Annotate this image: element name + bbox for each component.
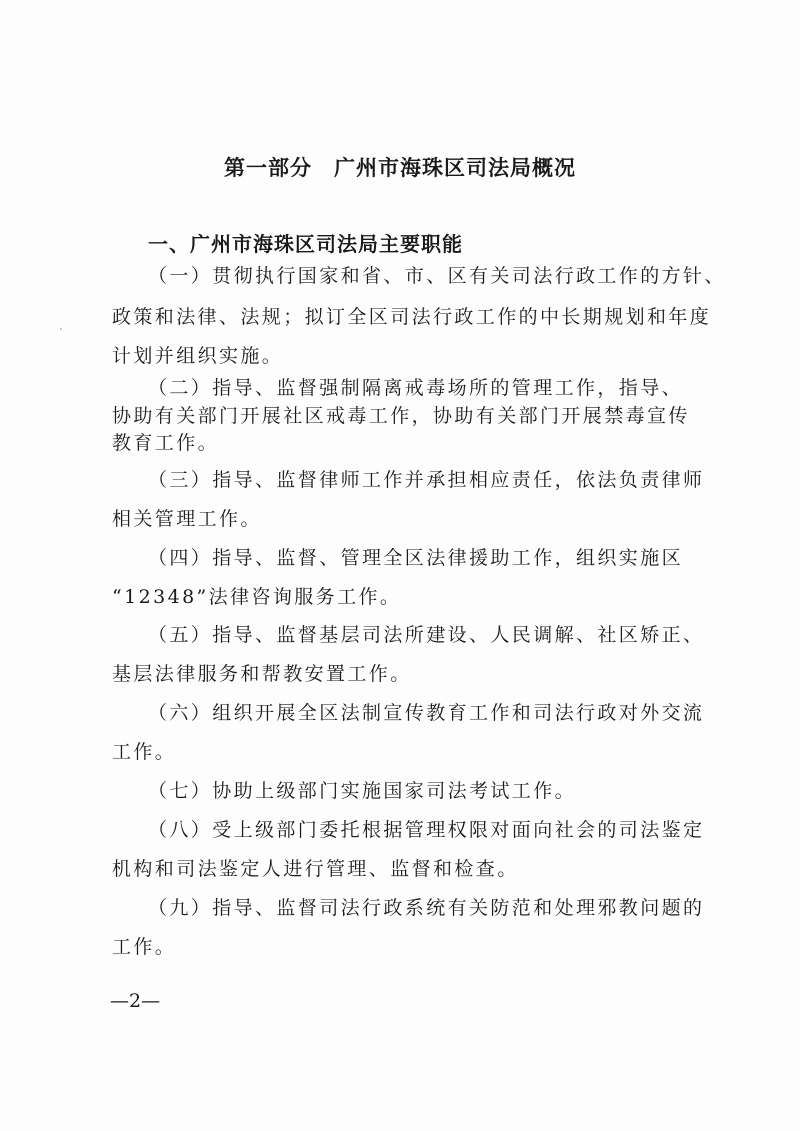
duty-2-line-1: （二）指导、监督强制隔离戒毒场所的管理工作，指导、: [148, 377, 684, 399]
part-title: 第一部分 广州市海珠区司法局概况: [224, 156, 576, 180]
duty-3-line-2: 相关管理工作。: [112, 508, 262, 530]
section-heading: 一、广州市海珠区司法局主要职能: [148, 232, 463, 256]
duty-8-line-1: （八）受上级部门委托根据管理权限对面向社会的司法鉴定: [148, 819, 705, 841]
duty-5-line-2: 基层法律服务和帮教安置工作。: [112, 663, 412, 685]
duty-5-line-1: （五）指导、监督基层司法所建设、人民调解、社区矫正、: [148, 624, 705, 646]
duty-4-line-2: “12348”法律咨询服务工作。: [112, 586, 402, 608]
duty-9-line-1: （九）指导、监督司法行政系统有关防范和处理邪教问题的: [148, 897, 705, 919]
duty-6-line-2: 工作。: [112, 741, 177, 763]
duty-1-line-2: 政策和法律、法规；拟订全区司法行政工作的中长期规划和年度: [112, 306, 712, 328]
page-number: —2—: [110, 990, 161, 1012]
duty-2-line-3: 教育工作。: [112, 432, 220, 454]
duty-1-line-3: 计划并组织实施。: [112, 345, 284, 367]
scan-speck: [60, 328, 62, 330]
duty-6-line-1: （六）组织开展全区法制宣传教育工作和司法行政对外交流: [148, 702, 705, 724]
duty-3-line-1: （三）指导、监督律师工作并承担相应责任，依法负责律师: [148, 469, 705, 491]
duty-8-line-2: 机构和司法鉴定人进行管理、监督和检查。: [112, 858, 519, 880]
duty-9-line-2: 工作。: [112, 936, 177, 958]
duty-2-line-2: 协助有关部门开展社区戒毒工作，协助有关部门开展禁毒宣传: [112, 405, 690, 427]
duty-4-line-1: （四）指导、监督、管理全区法律援助工作，组织实施区: [148, 547, 684, 569]
duty-7-line-1: （七）协助上级部门实施国家司法考试工作。: [148, 780, 577, 802]
duty-1-line-1: （一）贯彻执行国家和省、市、区有关司法行政工作的方针、: [148, 265, 726, 287]
